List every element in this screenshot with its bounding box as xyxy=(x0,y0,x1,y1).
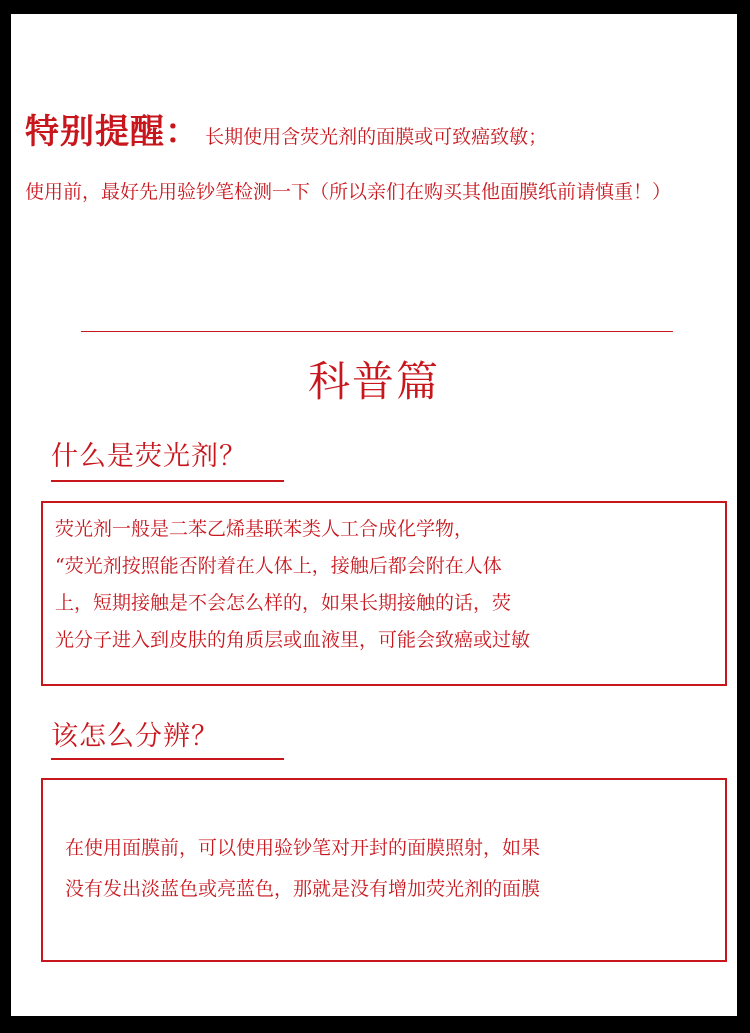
answer-box-what-is-fluorescent xyxy=(41,501,727,686)
section-divider xyxy=(81,331,673,332)
question-underline xyxy=(51,480,284,482)
answer-box-how-to-identify xyxy=(41,778,727,962)
answer-line: 荧光剂一般是二苯乙烯基联苯类人工合成化学物， xyxy=(55,518,474,540)
notice-line: 长期使用含荧光剂的面膜或可致癌致敏； xyxy=(205,126,548,148)
answer-line: 上，短期接触是不会怎么样的，如果长期接触的话，荧 xyxy=(55,592,512,614)
notice-body: 使用前，最好先用验钞笔检测一下（所以亲们在购买其他面膜纸前请慎重！） xyxy=(25,181,672,203)
special-notice xyxy=(25,106,725,220)
question-heading-how-to-identify: 该怎么分辨？ xyxy=(51,721,219,752)
answer-line: 在使用面膜前，可以使用验钞笔对开封的面膜照射，如果 xyxy=(65,837,541,859)
answer-line: 没有发出淡蓝色或亮蓝色，那就是没有增加荧光剂的面膜 xyxy=(65,878,541,900)
section-title: 科普篇 xyxy=(307,357,440,406)
notice-title: 特别提醒： xyxy=(25,112,200,152)
question-heading-what-is-fluorescent: 什么是荧光剂？ xyxy=(51,441,247,472)
answer-line: “荧光剂按照能否附着在人体上，接触后都会附在人体 xyxy=(55,555,502,577)
question-underline xyxy=(51,758,284,760)
product-detail-panel xyxy=(11,14,737,1016)
answer-line: 光分子进入到皮肤的角质层或血液里，可能会致癌或过敏 xyxy=(55,629,531,651)
